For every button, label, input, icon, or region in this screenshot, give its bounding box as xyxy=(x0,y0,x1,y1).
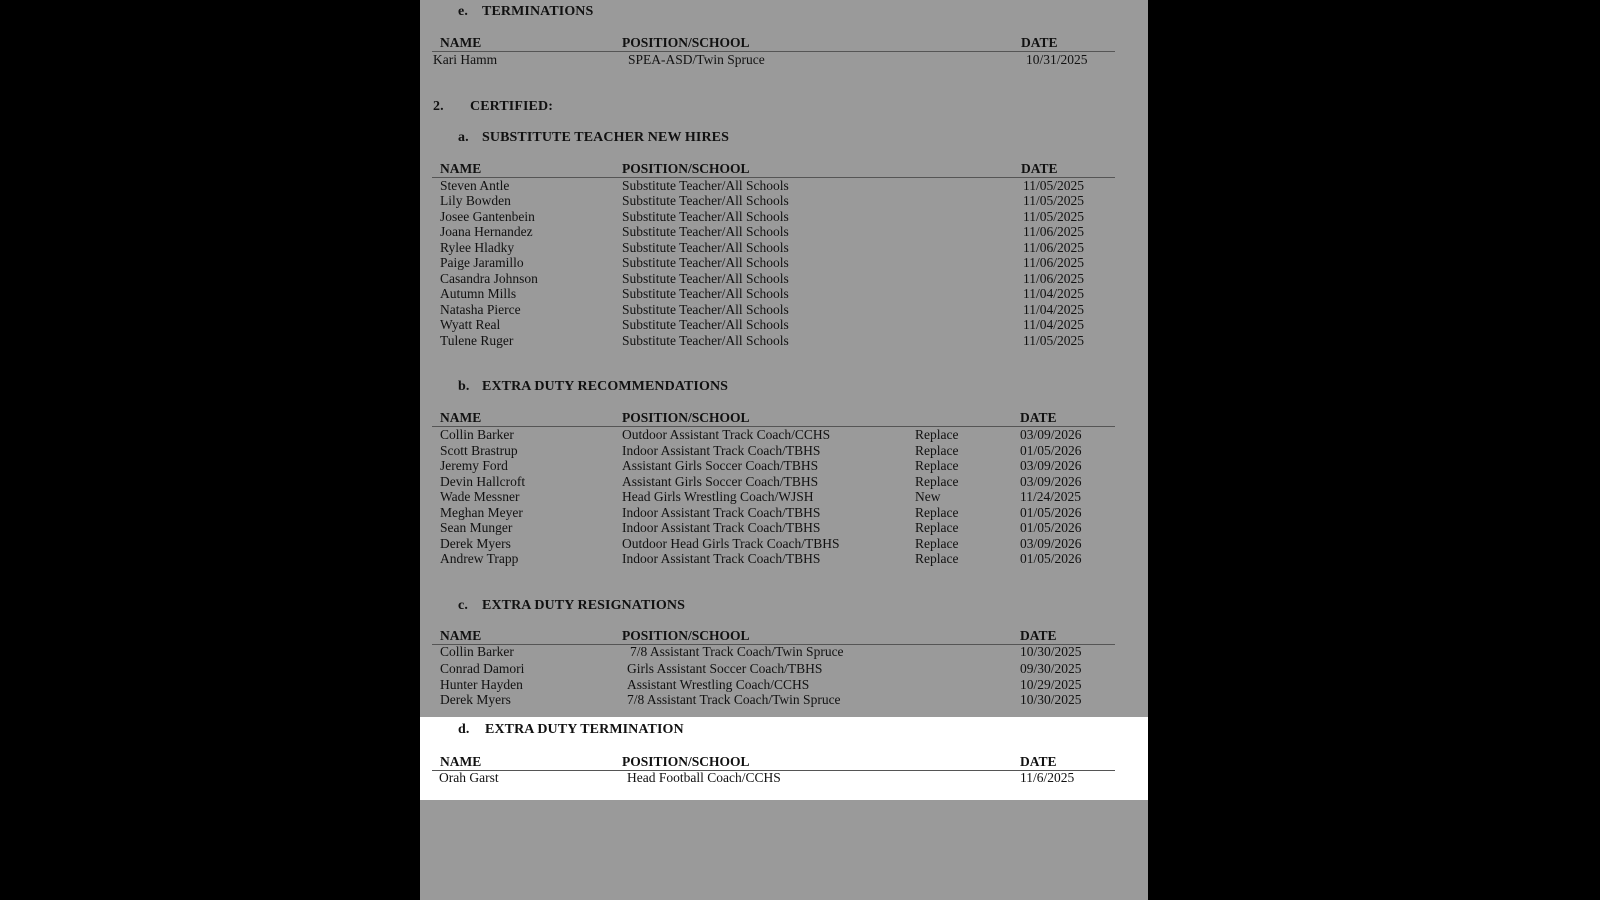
cell-name: Devin Hallcroft xyxy=(440,474,526,489)
cell-name: Steven Antle xyxy=(440,178,510,193)
cell-name: Collin Barker xyxy=(440,644,514,659)
section-title-extra-duty-recommendations xyxy=(458,379,728,395)
cell-position: 7/8 Assistant Track Coach/Twin Spruce xyxy=(630,644,844,659)
table-row xyxy=(432,178,1115,194)
cell-date: 03/09/2026 xyxy=(1020,427,1082,442)
cell-name: Wade Messner xyxy=(440,489,520,504)
cell-date: 11/05/2025 xyxy=(1023,178,1085,193)
cell-position: Substitute Teacher/All Schools xyxy=(622,255,789,270)
cell-date: 11/6/2025 xyxy=(1020,770,1075,785)
table-row xyxy=(432,443,1115,459)
cell-name: Derek Myers xyxy=(440,536,511,551)
cell-name: Scott Brastrup xyxy=(440,443,518,458)
cell-date: 03/09/2026 xyxy=(1020,474,1082,489)
cell-date: 10/29/2025 xyxy=(1020,677,1082,692)
cell-position: Head Football Coach/CCHS xyxy=(627,770,781,785)
cell-name: Conrad Damori xyxy=(440,661,525,676)
header-position: POSITION/SCHOOL xyxy=(622,410,750,425)
cell-position: Substitute Teacher/All Schools xyxy=(622,317,789,332)
section-marker: 2. xyxy=(433,99,444,114)
cell-date: 10/30/2025 xyxy=(1020,692,1082,707)
section-title-substitute-hires xyxy=(458,130,729,146)
cell-name: Orah Garst xyxy=(439,770,499,785)
cell-name: Sean Munger xyxy=(440,520,513,535)
cell-position: Outdoor Assistant Track Coach/CCHS xyxy=(622,427,831,442)
table-row xyxy=(432,52,1115,68)
table-row xyxy=(432,644,1115,660)
cell-date: 09/30/2025 xyxy=(1020,661,1082,676)
table-header xyxy=(432,35,1115,52)
header-date: DATE xyxy=(1020,754,1057,769)
cell-position: Girls Assistant Soccer Coach/TBHS xyxy=(627,661,823,676)
table-header xyxy=(432,161,1115,178)
cell-type: Replace xyxy=(915,520,959,535)
cell-type: Replace xyxy=(915,427,959,442)
cell-date: 11/04/2025 xyxy=(1023,317,1085,332)
header-name: NAME xyxy=(440,628,482,643)
table-header xyxy=(432,410,1115,427)
table-row xyxy=(432,489,1115,505)
table-row xyxy=(432,677,1115,693)
cell-name: Lily Bowden xyxy=(440,193,511,208)
cell-position: Substitute Teacher/All Schools xyxy=(622,178,789,193)
cell-position: Assistant Wrestling Coach/CCHS xyxy=(627,677,810,692)
cell-date: 01/05/2026 xyxy=(1020,443,1082,458)
cell-name: Collin Barker xyxy=(440,427,514,442)
cell-position: Assistant Girls Soccer Coach/TBHS xyxy=(622,458,819,473)
header-date: DATE xyxy=(1021,35,1058,50)
table-row xyxy=(432,427,1115,443)
cell-type: Replace xyxy=(915,443,959,458)
section-marker: b. xyxy=(458,379,470,394)
cell-position: Indoor Assistant Track Coach/TBHS xyxy=(622,551,821,566)
cell-name: Hunter Hayden xyxy=(440,677,523,692)
section-title-text: EXTRA DUTY TERMINATION xyxy=(485,722,684,737)
cell-name: Rylee Hladky xyxy=(440,240,515,255)
section-title-text: EXTRA DUTY RESIGNATIONS xyxy=(482,598,686,613)
cell-date: 11/06/2025 xyxy=(1023,240,1085,255)
cell-date: 10/31/2025 xyxy=(1026,52,1088,67)
header-position: POSITION/SCHOOL xyxy=(622,161,750,176)
header-date: DATE xyxy=(1020,628,1057,643)
table-row xyxy=(432,661,1115,677)
cell-position: Substitute Teacher/All Schools xyxy=(622,302,789,317)
section-title-extra-duty-termination xyxy=(458,722,684,738)
cell-date: 11/05/2025 xyxy=(1023,193,1085,208)
table-row xyxy=(432,224,1115,240)
section-marker: a. xyxy=(458,130,469,145)
cell-date: 03/09/2026 xyxy=(1020,458,1082,473)
table-row xyxy=(432,302,1115,318)
cell-position: Assistant Girls Soccer Coach/TBHS xyxy=(622,474,819,489)
cell-name: Joana Hernandez xyxy=(440,224,533,239)
cell-type: New xyxy=(915,489,941,504)
cell-position: Indoor Assistant Track Coach/TBHS xyxy=(622,505,821,520)
cell-name: Kari Hamm xyxy=(433,52,498,67)
cell-date: 11/04/2025 xyxy=(1023,286,1085,301)
section-marker: c. xyxy=(458,598,468,613)
header-date: DATE xyxy=(1020,410,1057,425)
table-row xyxy=(432,551,1115,567)
header-name: NAME xyxy=(440,161,482,176)
cell-type: Replace xyxy=(915,474,959,489)
cell-name: Paige Jaramillo xyxy=(440,255,524,270)
section-title-extra-duty-resignations xyxy=(458,598,685,614)
table-row xyxy=(432,458,1115,474)
cell-date: 03/09/2026 xyxy=(1020,536,1082,551)
cell-name: Wyatt Real xyxy=(440,317,501,332)
cell-type: Replace xyxy=(915,536,959,551)
table-row xyxy=(432,286,1115,302)
cell-name: Jeremy Ford xyxy=(440,458,508,473)
section-marker: d. xyxy=(458,722,470,737)
header-name: NAME xyxy=(440,754,482,769)
cell-date: 11/06/2025 xyxy=(1023,255,1085,270)
cell-date: 01/05/2026 xyxy=(1020,520,1082,535)
cell-position: Indoor Assistant Track Coach/TBHS xyxy=(622,443,821,458)
cell-position: Substitute Teacher/All Schools xyxy=(622,224,789,239)
table-row xyxy=(432,536,1115,552)
cell-position: Outdoor Head Girls Track Coach/TBHS xyxy=(622,536,840,551)
section-title-text: TERMINATIONS xyxy=(482,4,594,19)
table-row xyxy=(432,692,1115,708)
cell-date: 11/06/2025 xyxy=(1023,224,1085,239)
cell-position: SPEA-ASD/Twin Spruce xyxy=(628,52,765,67)
table-row xyxy=(432,317,1115,333)
table-header xyxy=(432,754,1115,771)
header-position: POSITION/SCHOOL xyxy=(622,35,750,50)
header-name: NAME xyxy=(440,35,482,50)
cell-position: Substitute Teacher/All Schools xyxy=(622,286,789,301)
table-header xyxy=(432,628,1115,645)
cell-name: Andrew Trapp xyxy=(440,551,519,566)
cell-position: Indoor Assistant Track Coach/TBHS xyxy=(622,520,821,535)
header-date: DATE xyxy=(1021,161,1058,176)
cell-name: Natasha Pierce xyxy=(440,302,521,317)
table-row xyxy=(432,193,1115,209)
cell-date: 11/05/2025 xyxy=(1023,209,1085,224)
header-position: POSITION/SCHOOL xyxy=(622,754,750,769)
cell-name: Derek Myers xyxy=(440,692,511,707)
table-row xyxy=(432,505,1115,521)
document-page xyxy=(420,0,1148,900)
cell-date: 01/05/2026 xyxy=(1020,505,1082,520)
cell-type: Replace xyxy=(915,458,959,473)
cell-date: 11/05/2025 xyxy=(1023,333,1085,348)
cell-position: Substitute Teacher/All Schools xyxy=(622,193,789,208)
section-title-terminations xyxy=(458,4,593,20)
section-title-text: CERTIFIED: xyxy=(470,99,553,114)
cell-position: Substitute Teacher/All Schools xyxy=(622,271,789,286)
cell-position: Substitute Teacher/All Schools xyxy=(622,240,789,255)
table-row xyxy=(432,770,1115,786)
cell-position: Substitute Teacher/All Schools xyxy=(622,209,789,224)
cell-type: Replace xyxy=(915,551,959,566)
section-title-text: SUBSTITUTE TEACHER NEW HIRES xyxy=(482,130,729,145)
table-row xyxy=(432,333,1115,349)
cell-position: 7/8 Assistant Track Coach/Twin Spruce xyxy=(627,692,841,707)
cell-name: Casandra Johnson xyxy=(440,271,538,286)
section-title-certified xyxy=(433,99,553,115)
cell-name: Meghan Meyer xyxy=(440,505,523,520)
header-position: POSITION/SCHOOL xyxy=(622,628,750,643)
table-row xyxy=(432,209,1115,225)
cell-type: Replace xyxy=(915,505,959,520)
table-row xyxy=(432,255,1115,271)
table-row xyxy=(432,520,1115,536)
cell-date: 11/24/2025 xyxy=(1020,489,1082,504)
section-title-text: EXTRA DUTY RECOMMENDATIONS xyxy=(482,379,729,394)
table-row xyxy=(432,474,1115,490)
header-name: NAME xyxy=(440,410,482,425)
cell-position: Substitute Teacher/All Schools xyxy=(622,333,789,348)
cell-name: Josee Gantenbein xyxy=(440,209,535,224)
cell-name: Autumn Mills xyxy=(440,286,517,301)
cell-date: 01/05/2026 xyxy=(1020,551,1082,566)
cell-date: 11/06/2025 xyxy=(1023,271,1085,286)
table-row xyxy=(432,271,1115,287)
table-row xyxy=(432,240,1115,256)
cell-date: 11/04/2025 xyxy=(1023,302,1085,317)
cell-name: Tulene Ruger xyxy=(440,333,514,348)
cell-position: Head Girls Wrestling Coach/WJSH xyxy=(622,489,814,504)
section-marker: e. xyxy=(458,4,468,19)
cell-date: 10/30/2025 xyxy=(1020,644,1082,659)
